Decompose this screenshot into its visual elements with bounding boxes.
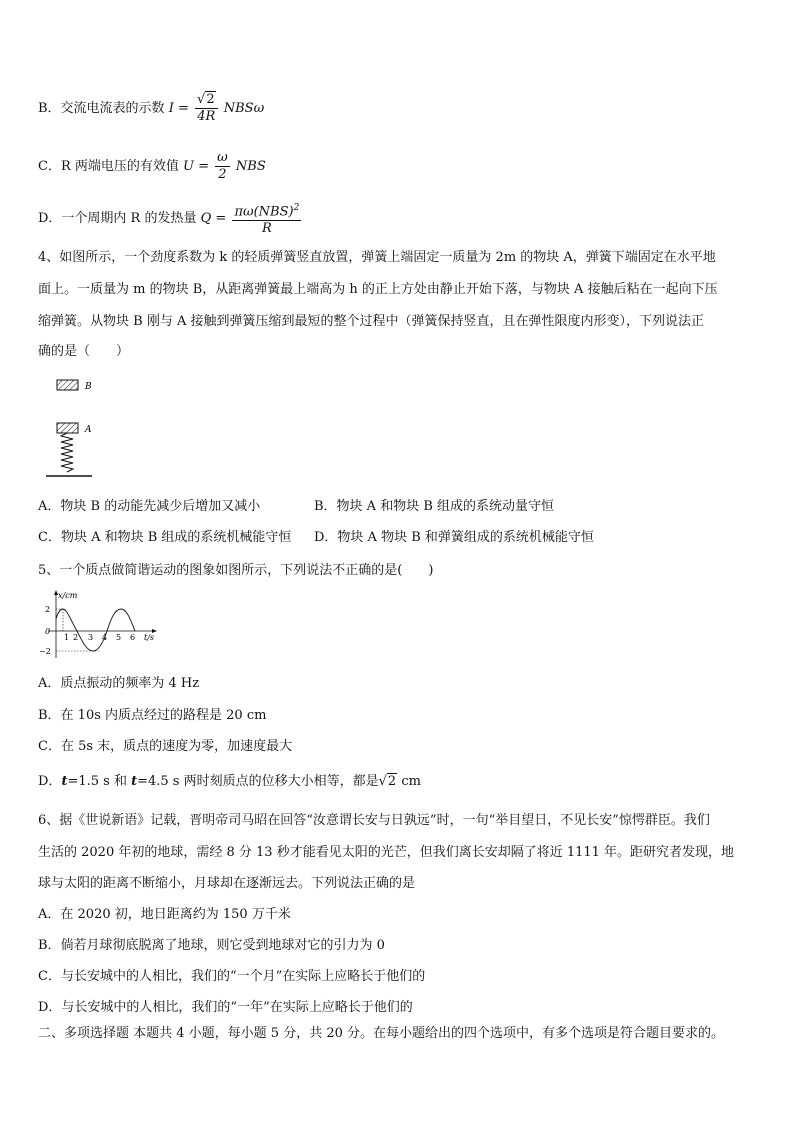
q3-option-b [38,92,264,125]
x-axis-label: t/s [144,633,155,642]
option-prefix: D． [38,774,62,789]
q5-stem: 5、一个质点做简谐运动的图象如图所示，下列说法不正确的是( ) [38,563,434,578]
math-rest: NBSω [223,101,265,116]
x-tick-5: 5 [116,633,122,642]
fraction [232,200,301,237]
option-text: C．R 两端电压的有效值 [38,159,179,174]
x-tick-4: 4 [102,633,108,642]
numerator-a: πω [234,204,254,220]
option-text: B．交流电流表的示数 [38,101,165,116]
spring [61,433,73,472]
q4-option-c: C．物块 A 和物块 B 组成的系统机械能守恒 [38,530,292,545]
q5-option-b: B．在 10s 内质点经过的路程是 20 cm [38,708,267,723]
y-axis-label: x/cm [58,591,78,600]
fraction [195,92,218,125]
spring-block-figure [40,374,110,484]
q6-option-d: D．与长安城中的人相比，我们的“一年”在实际上应略长于他们的 [38,1000,413,1015]
option-text-3: =4.5 s 两时刻质点的位移大小相等，都是 [137,774,379,789]
x-tick-1: 1 [64,633,70,642]
shm-curve [56,609,135,651]
x-tick-3: 3 [88,633,94,642]
q5-option-d [38,772,421,792]
numerator: ω [217,150,228,165]
q4-option-b: B．物块 A 和物块 B 组成的系统动量守恒 [314,499,555,514]
denominator: 4R [197,109,216,124]
denominator: R [261,221,272,237]
math-lhs: U = [183,159,209,174]
q5-option-c: C．在 5s 末，质点的速度为零，加速度最大 [38,739,293,754]
block-a-label: A [85,425,92,435]
x-tick-2: 2 [73,633,79,642]
radicand: 2 [387,774,397,789]
q4-stem-2: 面上。一质量为 m 的物块 B，从距离弹簧最上端高为 h 的正上方处由静止开始下落，与物块 A 接触后粘在一起向下压 [38,282,718,297]
q4-option-a: A．物块 B 的动能先减少后增加又减小 [38,499,261,514]
q4-stem-1: 4、如图所示，一个劲度系数为 k 的轻质弹簧竖直放置，弹簧上端固定一质量为 2m 的物块 A，弹簧下端固定在水平地 [38,250,716,265]
y-tick-0: 0 [45,627,51,636]
y-tick-2: 2 [45,605,51,614]
x-tick-6: 6 [130,633,136,642]
sqrt-icon: √2 [197,92,215,107]
option-text: D．一个周期内 R 的发热量 [38,211,197,227]
q3-option-c [38,150,266,183]
math-lhs: I = [168,101,189,116]
math-rest: NBS [235,159,266,174]
fraction [215,150,230,183]
block-b [57,380,78,390]
var-t2: t [131,774,138,789]
q6-option-b: B．倘若月球彻底脱离了地球，则它受到地球对它的引力为 0 [38,938,385,953]
q6-stem-1: 6、据《世说新语》记载，晋明帝司马昭在回答“汝意谓长安与日孰远”时，一句“举目望日，不见长安”惊愕群臣。我们 [38,813,710,828]
q4-stem-4: 确的是（ ） [38,344,130,359]
option-text-2: =1.5 s 和 [67,774,132,789]
q4-stem-3: 缩弹簧。从物块 B 刚与 A 接触到弹簧压缩到最短的整个过程中（弹簧保持竖直，且在弹性限度内形变），下列说法正 [38,314,704,329]
q6-stem-2: 生活的 2020 年初的地球，需经 8 分 13 秒才能看见太阳的光芒，但我们离长安却隔了将近 1111 年。距研究者发现，地 [38,845,735,860]
unit: cm [397,774,421,789]
numerator-b: (NBS) [253,204,294,220]
q3-option-d [38,200,303,237]
section-2-heading: 二、多项选择题 本题共 4 小题，每小题 5 分，共 20 分。在每小题给出的四个选项中，有多个选项是符合题目要求的。 [38,1026,725,1041]
math-lhs: Q = [200,211,227,227]
exponent: 2 [293,203,300,213]
sqrt-icon: √2 [378,774,397,789]
q6-option-c: C．与长安城中的人相比，我们的“一个月”在实际上应略长于他们的 [38,969,426,984]
y-tick-neg2: −2 [39,647,51,656]
block-b-label: B [85,382,92,392]
denominator: 2 [218,167,227,182]
radicand: 2 [206,92,215,107]
q5-option-a: A．质点振动的频率为 4 Hz [38,676,200,691]
q6-stem-3: 球与太阳的距离不断缩小，月球却在逐渐远去。下列说法正确的是 [38,876,416,891]
shm-graph [36,588,166,662]
block-a [57,423,78,433]
q6-option-a: A．在 2020 初，地日距离约为 150 万千米 [38,907,291,922]
q4-option-d: D．物块 A 物块 B 和弹簧组成的系统机械能守恒 [314,530,594,545]
var-t1: t [61,774,68,789]
